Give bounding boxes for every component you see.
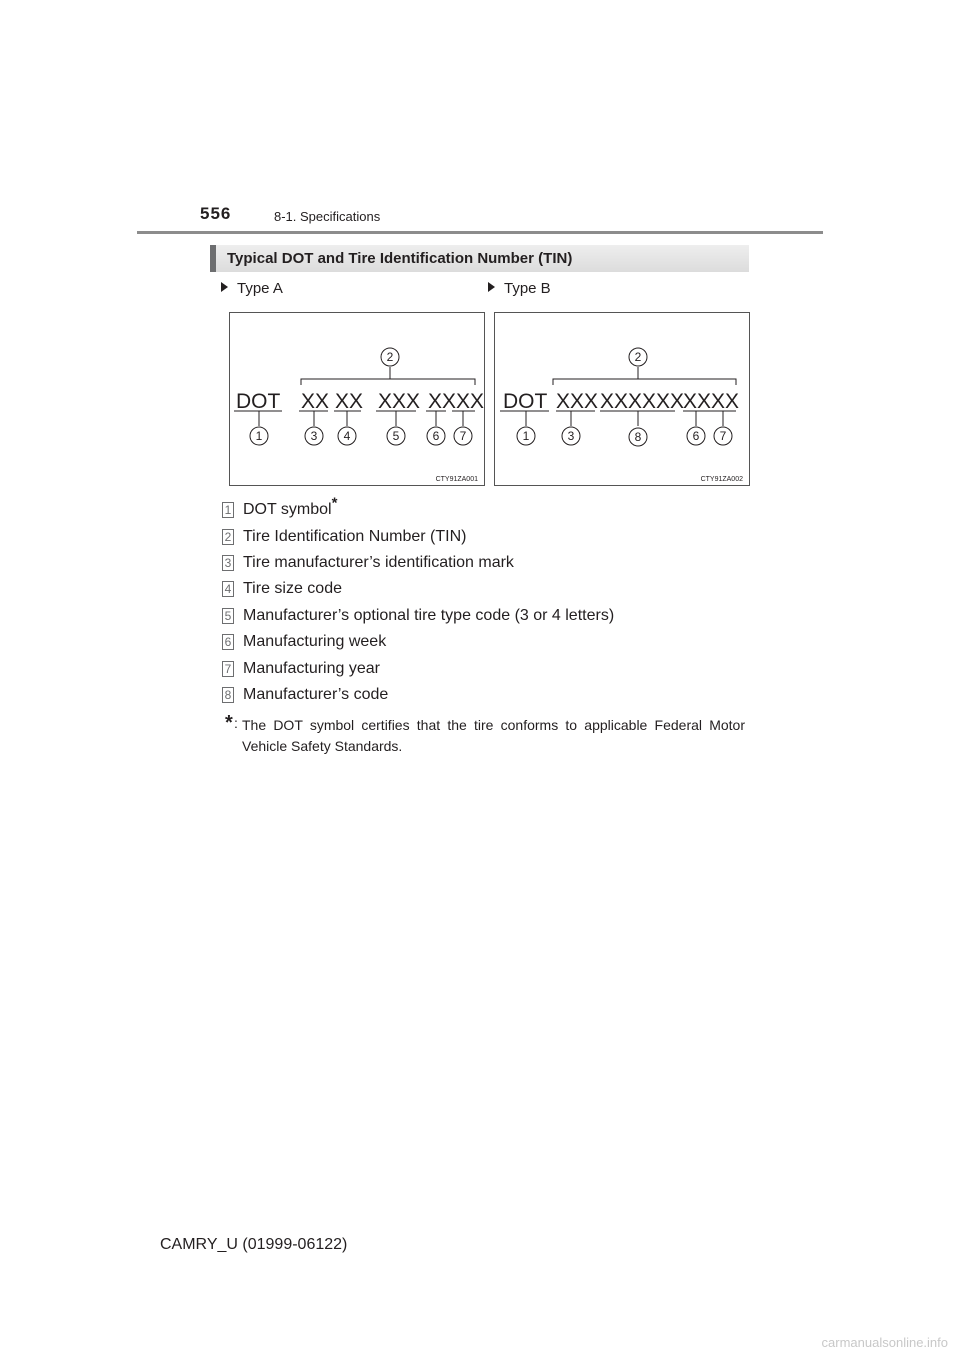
- legend-text: Tire Identification Number (TIN): [243, 528, 467, 545]
- code-group: XX: [301, 390, 330, 413]
- figure-code: CTY91ZA002: [700, 476, 743, 483]
- legend-number-box: 8: [222, 687, 234, 703]
- legend-text: Tire size code: [243, 580, 342, 597]
- header-divider: [137, 231, 823, 234]
- callout-number: 7: [459, 429, 467, 443]
- code-group: XXX: [378, 390, 421, 413]
- code-group: XXXX: [428, 390, 484, 413]
- code-group: XXX: [556, 390, 599, 413]
- callout-number: 8: [634, 430, 642, 444]
- callout-number: 5: [392, 429, 400, 443]
- code-group: XXXXXX: [600, 390, 685, 413]
- section-heading-band: [210, 245, 749, 272]
- legend-text: Manufacturing year: [243, 660, 380, 677]
- type-b-label: [488, 280, 551, 297]
- legend-text: Manufacturer’s code: [243, 686, 389, 703]
- legend-text: Tire manufacturer’s identification mark: [243, 554, 514, 571]
- legend-number-box: 2: [222, 529, 234, 545]
- triangle-bullet-icon: [221, 282, 228, 292]
- type-a-label-text: Type A: [237, 280, 283, 297]
- tin-bracket: [553, 379, 736, 385]
- callout-number: 4: [343, 429, 351, 443]
- type-b-label-text: Type B: [504, 280, 551, 297]
- legend-number-box: 1: [222, 502, 234, 518]
- type-a-label: [221, 280, 283, 297]
- dot-text: DOT: [503, 390, 548, 413]
- triangle-bullet-icon: [488, 282, 495, 292]
- legend-number-box: 4: [222, 581, 234, 597]
- callout-number: 6: [692, 429, 700, 443]
- type-a-figure: [229, 312, 485, 486]
- code-group: XX: [335, 390, 364, 413]
- type-b-diagram: [495, 313, 749, 485]
- dot-text: DOT: [236, 390, 281, 413]
- callout-number: 2: [386, 350, 394, 364]
- document-id: CAMRY_U (01999-06122): [160, 1236, 348, 1253]
- callout-number: 7: [719, 429, 727, 443]
- footnote-colon: :: [234, 715, 238, 731]
- legend-number-box: 5: [222, 608, 234, 624]
- tin-bracket: [301, 379, 475, 385]
- callout-number: 1: [522, 429, 530, 443]
- callout-number: 3: [310, 429, 318, 443]
- legend-text: Manufacturer’s optional tire type code (3 or 4 letters): [243, 607, 615, 624]
- footnote-text: The DOT symbol certifies that the tire conforms to applicable Federal Motor Vehicle Safety Standards.: [242, 717, 745, 754]
- code-group: XXXX: [683, 390, 740, 413]
- legend-text: DOT symbol*: [243, 494, 338, 518]
- callout-number: 2: [634, 350, 642, 364]
- section-title: 8-1. Specifications: [274, 209, 381, 224]
- callout-number: 3: [567, 429, 575, 443]
- watermark: carmanualsonline.info: [821, 1335, 948, 1350]
- callout-number: 1: [255, 429, 263, 443]
- page-number: 556: [200, 204, 232, 223]
- type-a-diagram: [230, 313, 484, 485]
- legend-text: Manufacturing week: [243, 633, 387, 650]
- callout-number: 6: [432, 429, 440, 443]
- legend-number-box: 3: [222, 555, 234, 571]
- legend-number-box: 6: [222, 634, 234, 650]
- legend-number-box: 7: [222, 661, 234, 677]
- figure-code: CTY91ZA001: [435, 476, 478, 483]
- type-b-figure: [494, 312, 750, 486]
- section-heading: Typical DOT and Tire Identification Number (TIN): [227, 250, 573, 267]
- footnote-mark: *: [225, 712, 233, 734]
